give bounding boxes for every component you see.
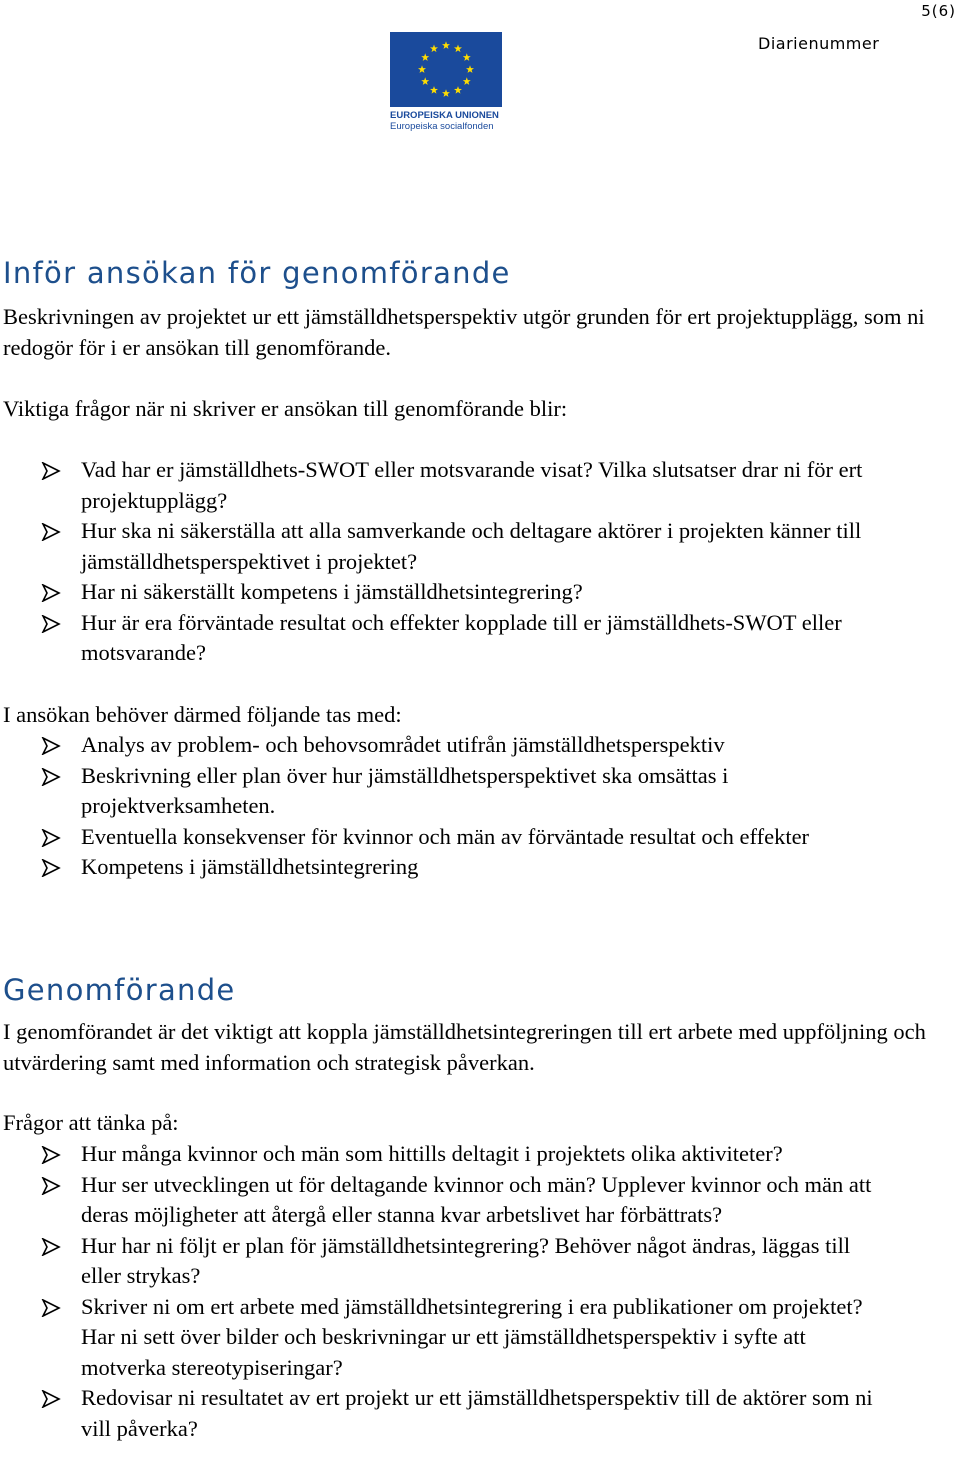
diarienummer-label: Diarienummer [758, 34, 880, 53]
list-item: Redovisar ni resultatet av ert projekt ur ett jämställdhetsperspektiv till de aktörer som ni vill påverka? [3, 1383, 883, 1444]
section-heading-genomforande: Genomförande [3, 973, 236, 1007]
arrow-bullet-icon [41, 1238, 61, 1256]
arrow-bullet-icon [41, 829, 61, 847]
arrow-bullet-icon [41, 523, 61, 541]
list-item: Eventuella konsekvenser för kvinnor och män av förväntade resultat och effekter [3, 822, 883, 853]
page-number: 5(6) [921, 2, 956, 20]
eu-star-icon [430, 45, 438, 53]
eu-star-icon [463, 77, 471, 85]
eu-star-icon [463, 53, 471, 61]
section-heading-ansokan: Inför ansökan för genomförande [3, 256, 511, 290]
list-item: Hur är era förväntade resultat och effekter kopplade till er jämställdhets-SWOT eller motsvarande? [3, 608, 883, 669]
section1-include-intro: I ansökan behöver därmed följande tas med: [3, 702, 402, 727]
eu-star-icon [454, 45, 462, 53]
eu-star-icon [454, 86, 462, 94]
section1-include-list [3, 730, 883, 883]
arrow-bullet-icon [41, 584, 61, 602]
section1-questions-intro: Viktiga frågor när ni skriver er ansökan till genomförande blir: [3, 396, 568, 421]
list-item: Hur ser utvecklingen ut för deltagande kvinnor och män? Upplever kvinnor och män att deras möjligheter att återgå eller stanna kvar arbetslivet har förbättrats? [3, 1170, 883, 1231]
list-item: Skriver ni om ert arbete med jämställdhetsintegrering i era publikationer om projektet? Har ni sett över bilder och beskrivningar ur ett jämställdhetsperspektiv i syfte att motverka stereotypiseringar? [3, 1292, 883, 1384]
list-item: Kompetens i jämställdhetsintegrering [3, 852, 883, 883]
eu-star-icon [442, 89, 450, 97]
arrow-bullet-icon [41, 768, 61, 786]
eu-star-icon [442, 41, 450, 49]
section1-intro: Beskrivningen av projektet ur ett jämställdhetsperspektiv utgör grunden för ert projektupplägg, som ni redogör för i er ansökan till genomförande. [3, 304, 925, 360]
list-item: Har ni säkerställt kompetens i jämställdhetsintegrering? [3, 577, 883, 608]
arrow-bullet-icon [41, 1177, 61, 1195]
arrow-bullet-icon [41, 859, 61, 877]
eu-logo [390, 32, 505, 132]
logo-line-1: EUROPEISKA UNIONEN [390, 110, 499, 121]
arrow-bullet-icon [41, 615, 61, 633]
arrow-bullet-icon [41, 462, 61, 480]
eu-star-icon [421, 77, 429, 85]
logo-line-2: Europeiska socialfonden [390, 121, 494, 132]
list-item: Analys av problem- och behovsområdet utifrån jämställdhetsperspektiv [3, 730, 883, 761]
arrow-bullet-icon [41, 1146, 61, 1164]
eu-flag-icon [390, 32, 502, 107]
list-item: Beskrivning eller plan över hur jämställdhetsperspektivet ska omsättas i projektverksamheten. [3, 761, 883, 822]
section2-questions-intro: Frågor att tänka på: [3, 1110, 179, 1135]
section2-intro: I genomförandet är det viktigt att koppla jämställdhetsintegreringen till ert arbete med uppföljning och utvärdering samt med information och strategisk påverkan. [3, 1019, 926, 1075]
eu-star-icon [418, 65, 426, 73]
list-item: Hur många kvinnor och män som hittills deltagit i projektets olika aktiviteter? [3, 1139, 883, 1170]
eu-star-icon [421, 53, 429, 61]
arrow-bullet-icon [41, 1299, 61, 1317]
section2-question-list [3, 1139, 883, 1444]
eu-star-icon [430, 86, 438, 94]
eu-star-icon [466, 65, 474, 73]
section1-question-list [3, 455, 883, 669]
list-item: Hur ska ni säkerställa att alla samverkande och deltagare aktörer i projekten känner till jämställdhetsperspektivet i projektet? [3, 516, 883, 577]
arrow-bullet-icon [41, 1390, 61, 1408]
arrow-bullet-icon [41, 737, 61, 755]
list-item: Hur har ni följt er plan för jämställdhetsintegrering? Behöver något ändras, läggas till eller strykas? [3, 1231, 883, 1292]
list-item: Vad har er jämställdhets-SWOT eller motsvarande visat? Vilka slutsatser drar ni för ert projektupplägg? [3, 455, 883, 516]
